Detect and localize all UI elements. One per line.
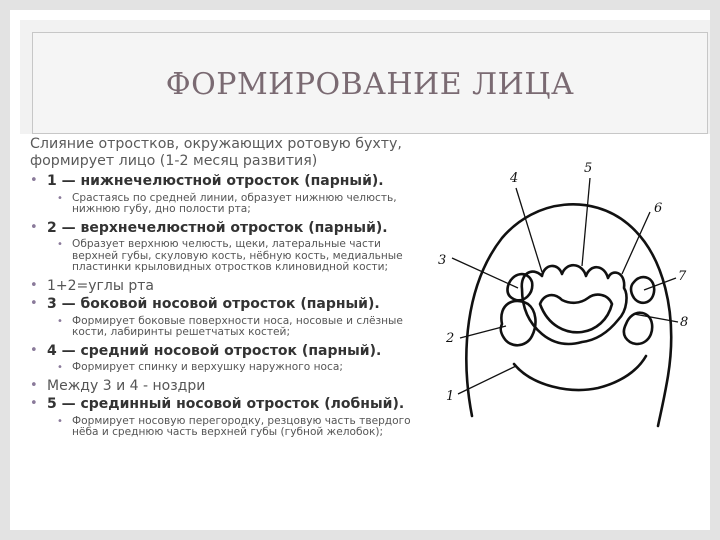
lateral-nasal-process-right <box>631 277 654 303</box>
label-4: 4 <box>510 171 519 186</box>
list-item <box>30 396 426 413</box>
face-development-figure <box>432 154 700 438</box>
content <box>30 136 426 443</box>
list-item <box>30 362 426 374</box>
point-3: 1+2=углы рта <box>47 277 154 294</box>
label-5: 5 <box>584 161 593 176</box>
label-7: 7 <box>678 269 687 284</box>
label-6: 6 <box>654 201 663 216</box>
lateral-nasal-process-left <box>507 274 532 300</box>
point-7: 5 — срединный носовой отросток (лобный). <box>47 396 405 412</box>
intro-text: Слияние отростков, окружающих ротовую бухту, формирует лицо (1-2 месяц развития) <box>30 136 402 169</box>
list-item <box>30 220 426 237</box>
point-5: 4 — средний носовой отросток (парный). <box>47 342 382 359</box>
mandibular-process <box>514 356 646 390</box>
point-4-sub: Формирует боковые поверхности носа, носовые и слёзные кости, лабиринты решетчатых костей; <box>72 314 403 338</box>
point-5-sub: Формирует спинку и верхушку наружного носа; <box>72 361 343 373</box>
maxillary-process-right <box>624 313 652 344</box>
face-diagram <box>432 154 700 438</box>
title-frame <box>32 32 708 134</box>
list-item <box>30 316 426 339</box>
list-item <box>30 173 426 190</box>
point-4: 3 — боковой носовой отросток (парный). <box>47 296 380 312</box>
point-1: 1 — нижнечелюстной отросток (парный). <box>47 173 384 189</box>
list-item <box>30 296 426 313</box>
maxillary-process-left <box>501 301 536 345</box>
list-item <box>30 343 426 360</box>
label-2: 2 <box>446 331 455 346</box>
list-item <box>30 193 426 216</box>
list-item <box>30 416 426 439</box>
list-item <box>30 378 426 395</box>
point-2-sub: Образует верхнюю челюсть, щеки, латеральные части верхней губы, скуловую кость, нёбную кость, медиальные пластинки крыловидных отростков клиновидной кости; <box>72 238 403 273</box>
list-item <box>30 278 426 295</box>
list-item <box>30 239 426 274</box>
point-7-sub: Формирует носовую перегородку, резцовую часть твердого нёба и среднюю часть верхней губы (губной желобок); <box>72 414 411 438</box>
label-3: 3 <box>438 253 447 268</box>
point-6: Между 3 и 4 - ноздри <box>47 377 206 394</box>
slide-title: ФОРМИРОВАНИЕ ЛИЦА <box>165 67 575 102</box>
bullet-list <box>30 173 426 439</box>
inner-oral-cavity <box>540 295 612 333</box>
label-8: 8 <box>680 315 689 330</box>
point-2: 2 — верхнечелюстной отросток (парный). <box>47 219 388 236</box>
label-1: 1 <box>446 389 455 404</box>
point-1-sub: Срастаясь по средней линии, образует нижнюю челюсть, нижнюю губу, дно полости рта; <box>72 191 397 215</box>
